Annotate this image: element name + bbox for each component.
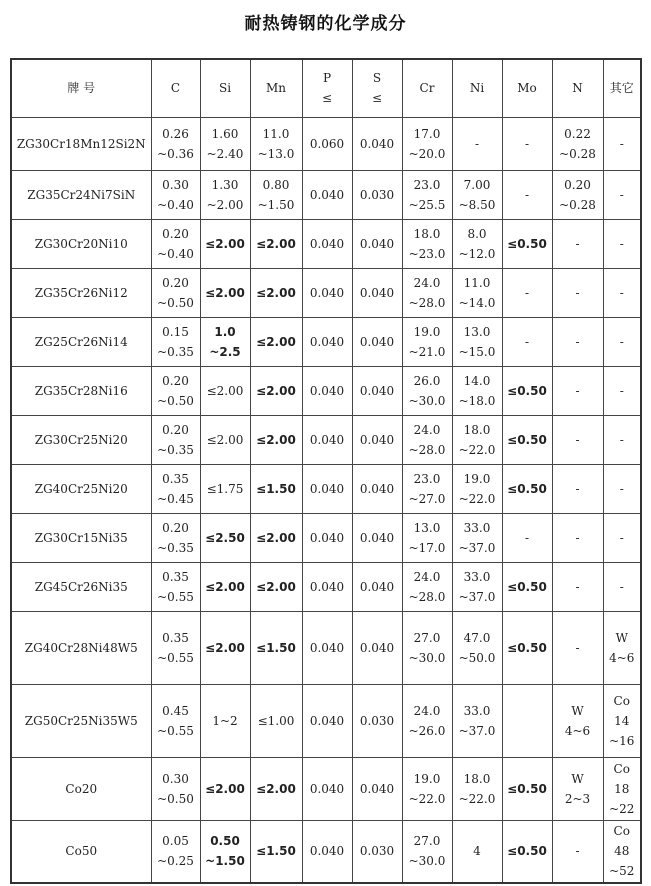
grade-cell: ZG35Cr26Ni12: [11, 268, 151, 317]
table-cell: 33.0 ~37.0: [452, 562, 502, 611]
table-cell: ≤2.00: [250, 219, 302, 268]
table-cell: ≤0.50: [502, 820, 552, 883]
table-cell: -: [502, 513, 552, 562]
table-cell: -: [603, 219, 641, 268]
table-cell: 17.0 ~20.0: [402, 117, 452, 170]
header-cell-si: Si: [200, 59, 250, 117]
table-cell: ≤2.00: [200, 366, 250, 415]
header-cell-ni: Ni: [452, 59, 502, 117]
grade-cell: ZG30Cr15Ni35: [11, 513, 151, 562]
table-cell: 7.00 ~8.50: [452, 170, 502, 219]
table-cell: 1.60 ~2.40: [200, 117, 250, 170]
table-cell: 0.15 ~0.35: [151, 317, 200, 366]
table-cell: 24.0 ~28.0: [402, 268, 452, 317]
table-body: [11, 117, 641, 883]
header-cell-other: 其它: [603, 59, 641, 117]
table-cell: 0.030: [352, 684, 402, 757]
table-cell: -: [552, 562, 603, 611]
table-cell: 23.0 ~25.5: [402, 170, 452, 219]
table-cell: 0.20 ~0.35: [151, 415, 200, 464]
table-cell: -: [603, 170, 641, 219]
table-cell: ≤2.00: [200, 268, 250, 317]
table-cell: -: [603, 366, 641, 415]
table-cell: ≤2.00: [250, 562, 302, 611]
grade-cell: Co50: [11, 820, 151, 883]
table-cell: 0.040: [352, 366, 402, 415]
table-cell: 0.040: [352, 562, 402, 611]
table-row: [11, 562, 641, 611]
grade-cell: ZG50Cr25Ni35W5: [11, 684, 151, 757]
table-cell: ≤0.50: [502, 611, 552, 684]
table-row: [11, 464, 641, 513]
header-cell-mo: Mo: [502, 59, 552, 117]
table-cell: -: [452, 117, 502, 170]
table-cell: 0.040: [352, 513, 402, 562]
table-cell: ≤2.00: [250, 268, 302, 317]
table-title: 耐热铸钢的化学成分: [244, 14, 407, 34]
table-cell: 0.040: [302, 757, 352, 820]
table-cell: 0.040: [302, 464, 352, 513]
table-cell: 24.0 ~28.0: [402, 562, 452, 611]
table-cell: ≤0.50: [502, 219, 552, 268]
table-cell: -: [502, 268, 552, 317]
table-cell: 0.040: [352, 317, 402, 366]
table-cell: Co 18 ~22: [603, 757, 641, 820]
table-cell: ≤2.00: [250, 513, 302, 562]
table-cell: -: [552, 219, 603, 268]
table-cell: 4: [452, 820, 502, 883]
table-cell: 0.22 ~0.28: [552, 117, 603, 170]
table-cell: 26.0 ~30.0: [402, 366, 452, 415]
table-cell: ≤2.00: [250, 415, 302, 464]
table-cell: -: [603, 317, 641, 366]
table-cell: W 4~6: [552, 684, 603, 757]
table-cell: 0.05 ~0.25: [151, 820, 200, 883]
table-cell: [502, 684, 552, 757]
grade-cell: ZG35Cr28Ni16: [11, 366, 151, 415]
table-cell: 1.30 ~2.00: [200, 170, 250, 219]
table-cell: 0.040: [302, 317, 352, 366]
table-cell: 0.040: [302, 219, 352, 268]
table-cell: ≤2.50: [200, 513, 250, 562]
table-cell: 19.0 ~21.0: [402, 317, 452, 366]
table-cell: 0.50 ~1.50: [200, 820, 250, 883]
table-cell: -: [603, 415, 641, 464]
table-cell: ≤2.00: [250, 317, 302, 366]
header-cell-n: N: [552, 59, 603, 117]
header-cell-c: C: [151, 59, 200, 117]
grade-cell: ZG30Cr20Ni10: [11, 219, 151, 268]
table-row: [11, 513, 641, 562]
table-cell: 0.20 ~0.50: [151, 366, 200, 415]
table-cell: 11.0 ~14.0: [452, 268, 502, 317]
table-cell: 18.0 ~23.0: [402, 219, 452, 268]
table-cell: 0.35 ~0.55: [151, 611, 200, 684]
table-cell: 0.040: [352, 611, 402, 684]
table-cell: -: [552, 366, 603, 415]
table-cell: 0.030: [352, 820, 402, 883]
table-cell: 13.0 ~17.0: [402, 513, 452, 562]
table-cell: -: [552, 268, 603, 317]
table-cell: W 4~6: [603, 611, 641, 684]
table-cell: 0.040: [302, 684, 352, 757]
table-cell: 0.80 ~1.50: [250, 170, 302, 219]
table-cell: 0.040: [302, 513, 352, 562]
table-cell: 0.35 ~0.55: [151, 562, 200, 611]
table-cell: ≤1.50: [250, 611, 302, 684]
table-cell: 27.0 ~30.0: [402, 820, 452, 883]
table-row: [11, 170, 641, 219]
table-cell: 19.0 ~22.0: [402, 757, 452, 820]
table-cell: -: [502, 317, 552, 366]
table-cell: 0.040: [352, 219, 402, 268]
table-row: [11, 268, 641, 317]
table-cell: 0.040: [352, 757, 402, 820]
table-cell: -: [502, 170, 552, 219]
table-cell: ≤1.00: [250, 684, 302, 757]
table-cell: 0.040: [302, 562, 352, 611]
table-cell: 11.0 ~13.0: [250, 117, 302, 170]
grade-cell: Co20: [11, 757, 151, 820]
table-row: [11, 611, 641, 684]
table-cell: 0.040: [352, 268, 402, 317]
grade-cell: ZG30Cr25Ni20: [11, 415, 151, 464]
table-cell: ≤0.50: [502, 757, 552, 820]
grade-cell: ZG30Cr18Mn12Si2N: [11, 117, 151, 170]
table-cell: -: [552, 415, 603, 464]
header-cell-mn: Mn: [250, 59, 302, 117]
table-row: [11, 317, 641, 366]
table-cell: 0.040: [302, 820, 352, 883]
table-cell: ≤0.50: [502, 415, 552, 464]
table-cell: 0.20 ~0.35: [151, 513, 200, 562]
table-cell: 0.040: [352, 117, 402, 170]
table-cell: ≤1.75: [200, 464, 250, 513]
table-cell: -: [603, 268, 641, 317]
grade-cell: ZG40Cr25Ni20: [11, 464, 151, 513]
table-cell: -: [552, 513, 603, 562]
table-cell: ≤2.00: [200, 415, 250, 464]
table-cell: 27.0 ~30.0: [402, 611, 452, 684]
table-cell: 0.26 ~0.36: [151, 117, 200, 170]
table-cell: 13.0 ~15.0: [452, 317, 502, 366]
header-row: [11, 59, 641, 117]
table-cell: -: [552, 317, 603, 366]
table-cell: -: [552, 820, 603, 883]
table-cell: 0.030: [352, 170, 402, 219]
table-cell: 33.0 ~37.0: [452, 684, 502, 757]
grade-cell: ZG45Cr26Ni35: [11, 562, 151, 611]
table-cell: 33.0 ~37.0: [452, 513, 502, 562]
table-row: [11, 415, 641, 464]
table-cell: 0.20 ~0.50: [151, 268, 200, 317]
table-cell: 14.0 ~18.0: [452, 366, 502, 415]
table-cell: 0.040: [302, 268, 352, 317]
table-cell: ≤0.50: [502, 366, 552, 415]
table-cell: -: [552, 611, 603, 684]
table-cell: 0.040: [352, 415, 402, 464]
table-cell: -: [552, 464, 603, 513]
table-cell: -: [603, 464, 641, 513]
table-row: [11, 684, 641, 757]
table-cell: 0.040: [302, 170, 352, 219]
header-cell-grade: 牌 号: [11, 59, 151, 117]
table-cell: 8.0 ~12.0: [452, 219, 502, 268]
table-cell: Co 48 ~52: [603, 820, 641, 883]
table-cell: 0.040: [352, 464, 402, 513]
table-cell: ≤2.00: [200, 611, 250, 684]
table-cell: ≤2.00: [250, 757, 302, 820]
table-cell: ≤0.50: [502, 562, 552, 611]
header-cell-p: P ≤: [302, 59, 352, 117]
table-cell: ≤2.00: [200, 562, 250, 611]
table-cell: ≤1.50: [250, 820, 302, 883]
table-row: [11, 820, 641, 883]
table-cell: 0.040: [302, 366, 352, 415]
table-cell: -: [603, 562, 641, 611]
table-cell: ≤2.00: [200, 757, 250, 820]
table-cell: ≤2.00: [200, 219, 250, 268]
table-cell: 0.35 ~0.45: [151, 464, 200, 513]
table-row: [11, 219, 641, 268]
table-cell: 47.0 ~50.0: [452, 611, 502, 684]
grade-cell: ZG25Cr26Ni14: [11, 317, 151, 366]
table-cell: 0.040: [302, 415, 352, 464]
grade-cell: ZG40Cr28Ni48W5: [11, 611, 151, 684]
table-cell: 1~2: [200, 684, 250, 757]
table-cell: 0.040: [302, 611, 352, 684]
table-cell: ≤2.00: [250, 366, 302, 415]
table-cell: -: [502, 117, 552, 170]
table-cell: 18.0 ~22.0: [452, 757, 502, 820]
table-cell: 0.30 ~0.50: [151, 757, 200, 820]
table-row: [11, 757, 641, 820]
table-row: [11, 366, 641, 415]
table-cell: 0.20 ~0.40: [151, 219, 200, 268]
table-cell: 0.060: [302, 117, 352, 170]
table-cell: 19.0 ~22.0: [452, 464, 502, 513]
table-cell: 24.0 ~26.0: [402, 684, 452, 757]
table-cell: ≤1.50: [250, 464, 302, 513]
table-cell: 0.45 ~0.55: [151, 684, 200, 757]
grade-cell: ZG35Cr24Ni7SiN: [11, 170, 151, 219]
composition-table: [10, 58, 642, 884]
header-cell-cr: Cr: [402, 59, 452, 117]
table-cell: 0.30 ~0.40: [151, 170, 200, 219]
table-cell: 0.20 ~0.28: [552, 170, 603, 219]
table-cell: W 2~3: [552, 757, 603, 820]
table-cell: -: [603, 117, 641, 170]
table-row: [11, 117, 641, 170]
table-cell: -: [603, 513, 641, 562]
table-cell: 24.0 ~28.0: [402, 415, 452, 464]
header-cell-s: S ≤: [352, 59, 402, 117]
table-cell: 23.0 ~27.0: [402, 464, 452, 513]
table-cell: 1.0 ~2.5: [200, 317, 250, 366]
table-cell: Co 14 ~16: [603, 684, 641, 757]
table-cell: 18.0 ~22.0: [452, 415, 502, 464]
table-cell: ≤0.50: [502, 464, 552, 513]
